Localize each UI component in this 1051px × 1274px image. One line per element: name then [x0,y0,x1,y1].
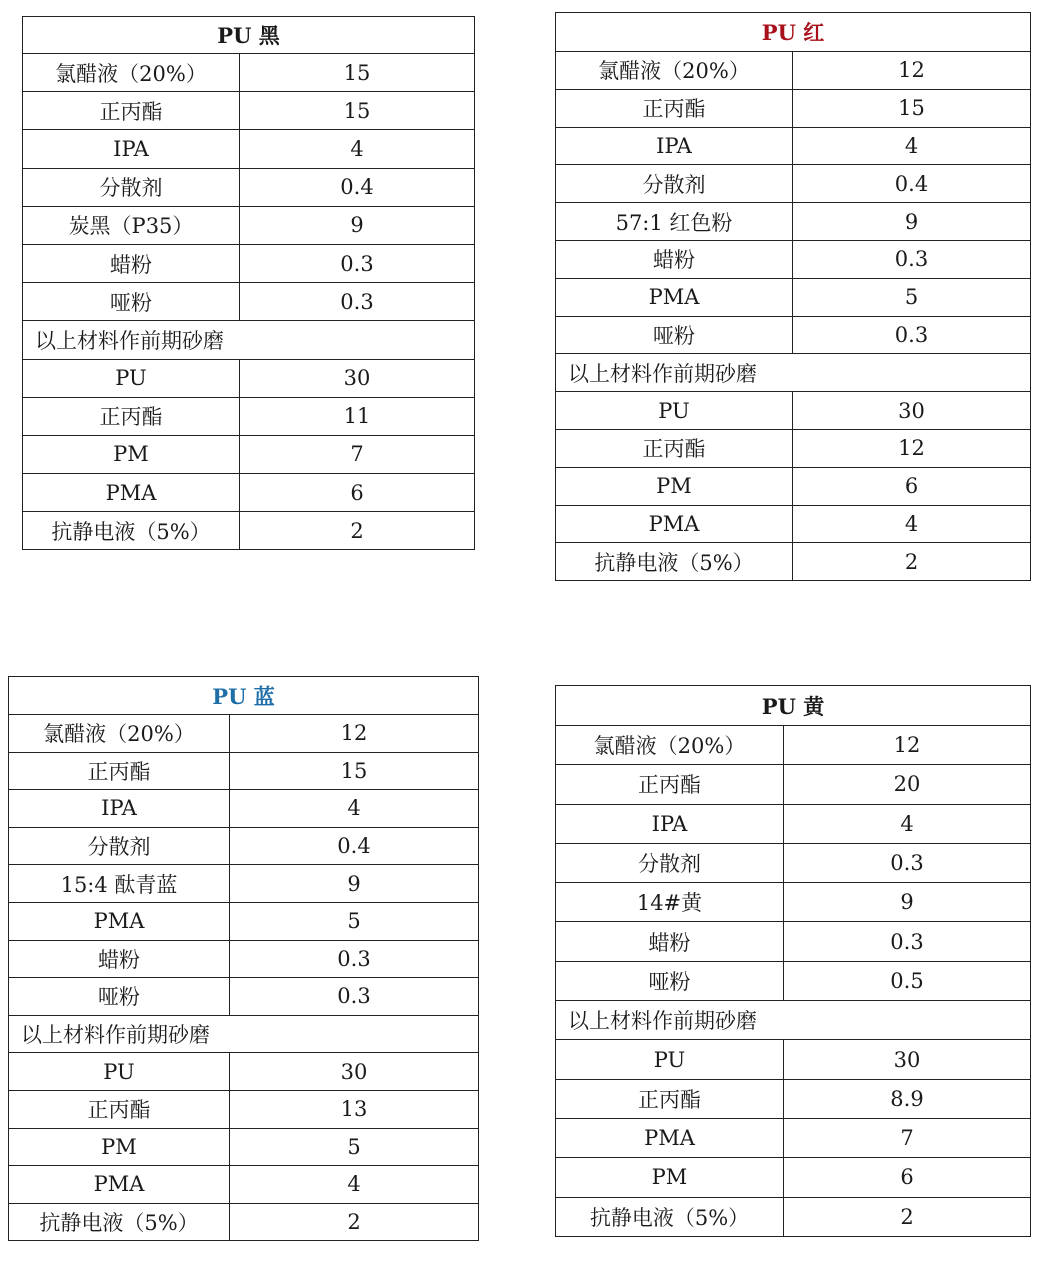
table-row [556,922,1031,961]
material-name: PM [556,1158,784,1197]
material-name: PMA [556,1118,784,1157]
material-name: 分散剂 [556,165,793,203]
table-row [556,505,1031,543]
table-row [556,1040,1031,1079]
table-row [556,52,1031,90]
material-amount: 2 [784,1197,1031,1236]
material-amount: 0.3 [784,922,1031,961]
material-name: 正丙酯 [9,752,230,790]
material-name: 蜡粉 [556,240,793,278]
table-title: PU 黄 [556,686,1031,726]
material-name: IPA [23,130,240,168]
recipe-table-red [555,12,1031,581]
material-name: IPA [9,790,230,828]
material-name: 哑粉 [556,316,793,354]
material-name: PU [556,1040,784,1079]
material-amount: 0.3 [230,978,479,1016]
material-amount: 12 [793,429,1031,467]
material-amount: 6 [784,1158,1031,1197]
table-row [556,240,1031,278]
table-row [9,1128,479,1166]
material-name: 蜡粉 [556,922,784,961]
section-note-row [9,1015,479,1053]
table-row [556,127,1031,165]
material-amount: 6 [240,474,475,512]
table-title: PU 蓝 [9,677,479,715]
material-name: 15:4 酞青蓝 [9,865,230,903]
material-amount: 7 [240,435,475,473]
material-amount: 4 [793,505,1031,543]
table-row [556,278,1031,316]
table-row [9,752,479,790]
material-name: PU [23,359,240,397]
section-note: 以上材料作前期砂磨 [556,354,1031,392]
material-amount: 0.3 [793,316,1031,354]
material-name: 正丙酯 [556,765,784,804]
material-name: PM [556,467,793,505]
table-row [23,474,475,512]
material-name: 氯醋液（20%） [556,726,784,765]
material-name: 炭黑（P35） [23,206,240,244]
material-amount: 9 [240,206,475,244]
section-note: 以上材料作前期砂磨 [556,1001,1031,1040]
material-name: 抗静电液（5%） [556,1197,784,1236]
material-amount: 15 [240,92,475,130]
table-row [556,392,1031,430]
material-name: 抗静电液（5%） [9,1203,230,1241]
recipe-table-black [22,16,475,550]
material-amount: 30 [793,392,1031,430]
material-name: PU [556,392,793,430]
material-name: 哑粉 [556,961,784,1000]
material-name: 蜡粉 [23,244,240,282]
material-amount: 30 [240,359,475,397]
material-amount: 4 [784,804,1031,843]
table-row [9,902,479,940]
table-row [9,1166,479,1204]
material-amount: 30 [784,1040,1031,1079]
material-amount: 4 [230,790,479,828]
material-name: 正丙酯 [23,397,240,435]
table-row [556,883,1031,922]
material-amount: 4 [240,130,475,168]
material-amount: 0.4 [793,165,1031,203]
material-amount: 0.5 [784,961,1031,1000]
recipe-table-yellow [555,685,1031,1237]
material-amount: 4 [793,127,1031,165]
material-name: PMA [23,474,240,512]
table-row [556,961,1031,1000]
section-note-row [23,321,475,359]
material-amount: 0.4 [240,168,475,206]
material-name: PMA [9,902,230,940]
table-row [556,843,1031,882]
material-name: PU [9,1053,230,1091]
material-name: IPA [556,127,793,165]
material-amount: 0.4 [230,827,479,865]
table-row [556,467,1031,505]
material-amount: 8.9 [784,1079,1031,1118]
material-amount: 2 [230,1203,479,1241]
material-name: 正丙酯 [9,1090,230,1128]
material-amount: 0.3 [793,240,1031,278]
table-title: PU 黑 [23,17,475,54]
material-amount: 6 [793,467,1031,505]
table-title: PU 红 [556,13,1031,52]
material-amount: 11 [240,397,475,435]
table-row [9,1203,479,1241]
material-name: 正丙酯 [556,1079,784,1118]
material-name: 氯醋液（20%） [23,54,240,92]
table-row [23,512,475,550]
table-row [556,203,1031,241]
section-note: 以上材料作前期砂磨 [9,1015,479,1053]
table-row [23,283,475,321]
material-amount: 15 [240,54,475,92]
section-note-row [556,354,1031,392]
material-name: PMA [556,278,793,316]
material-amount: 20 [784,765,1031,804]
table-row [556,1079,1031,1118]
material-name: PMA [9,1166,230,1204]
material-amount: 15 [793,89,1031,127]
material-name: PMA [556,505,793,543]
material-amount: 7 [784,1118,1031,1157]
table-row [556,804,1031,843]
table-row [23,435,475,473]
material-amount: 15 [230,752,479,790]
material-amount: 4 [230,1166,479,1204]
table-row [556,765,1031,804]
table-row [556,726,1031,765]
material-name: 分散剂 [9,827,230,865]
table-row [556,316,1031,354]
material-name: 分散剂 [23,168,240,206]
table-row [9,978,479,1016]
material-amount: 5 [793,278,1031,316]
material-amount: 13 [230,1090,479,1128]
table-row [23,359,475,397]
material-name: 正丙酯 [556,89,793,127]
table-row [23,397,475,435]
table-row [556,543,1031,581]
material-name: 14#黄 [556,883,784,922]
table-row [556,1118,1031,1157]
material-amount: 0.3 [240,283,475,321]
material-name: PM [23,435,240,473]
table-row [556,89,1031,127]
section-note: 以上材料作前期砂磨 [23,321,475,359]
table-row [9,865,479,903]
table-row [556,1158,1031,1197]
material-amount: 0.3 [240,244,475,282]
section-note-row [556,1001,1031,1040]
material-name: 哑粉 [9,978,230,1016]
material-name: PM [9,1128,230,1166]
material-name: 氯醋液（20%） [556,52,793,90]
material-name: 正丙酯 [556,429,793,467]
table-row [23,54,475,92]
material-amount: 0.3 [784,843,1031,882]
table-row [9,1053,479,1091]
material-amount: 5 [230,902,479,940]
table-row [556,1197,1031,1236]
material-amount: 5 [230,1128,479,1166]
material-name: 正丙酯 [23,92,240,130]
material-amount: 9 [230,865,479,903]
material-amount: 12 [793,52,1031,90]
material-name: IPA [556,804,784,843]
material-name: 蜡粉 [9,940,230,978]
table-row [9,790,479,828]
table-row [23,244,475,282]
material-name: 分散剂 [556,843,784,882]
table-row [9,715,479,753]
material-amount: 9 [784,883,1031,922]
table-row [9,1090,479,1128]
material-amount: 2 [793,543,1031,581]
table-row [556,165,1031,203]
table-row [23,168,475,206]
material-amount: 9 [793,203,1031,241]
material-amount: 12 [784,726,1031,765]
material-amount: 12 [230,715,479,753]
table-row [23,130,475,168]
material-amount: 30 [230,1053,479,1091]
material-name: 氯醋液（20%） [9,715,230,753]
recipe-table-blue [8,676,479,1241]
table-row [556,429,1031,467]
material-name: 抗静电液（5%） [23,512,240,550]
material-name: 抗静电液（5%） [556,543,793,581]
material-amount: 0.3 [230,940,479,978]
table-row [9,940,479,978]
material-name: 哑粉 [23,283,240,321]
table-row [9,827,479,865]
material-amount: 2 [240,512,475,550]
table-row [23,206,475,244]
material-name: 57:1 红色粉 [556,203,793,241]
table-row [23,92,475,130]
